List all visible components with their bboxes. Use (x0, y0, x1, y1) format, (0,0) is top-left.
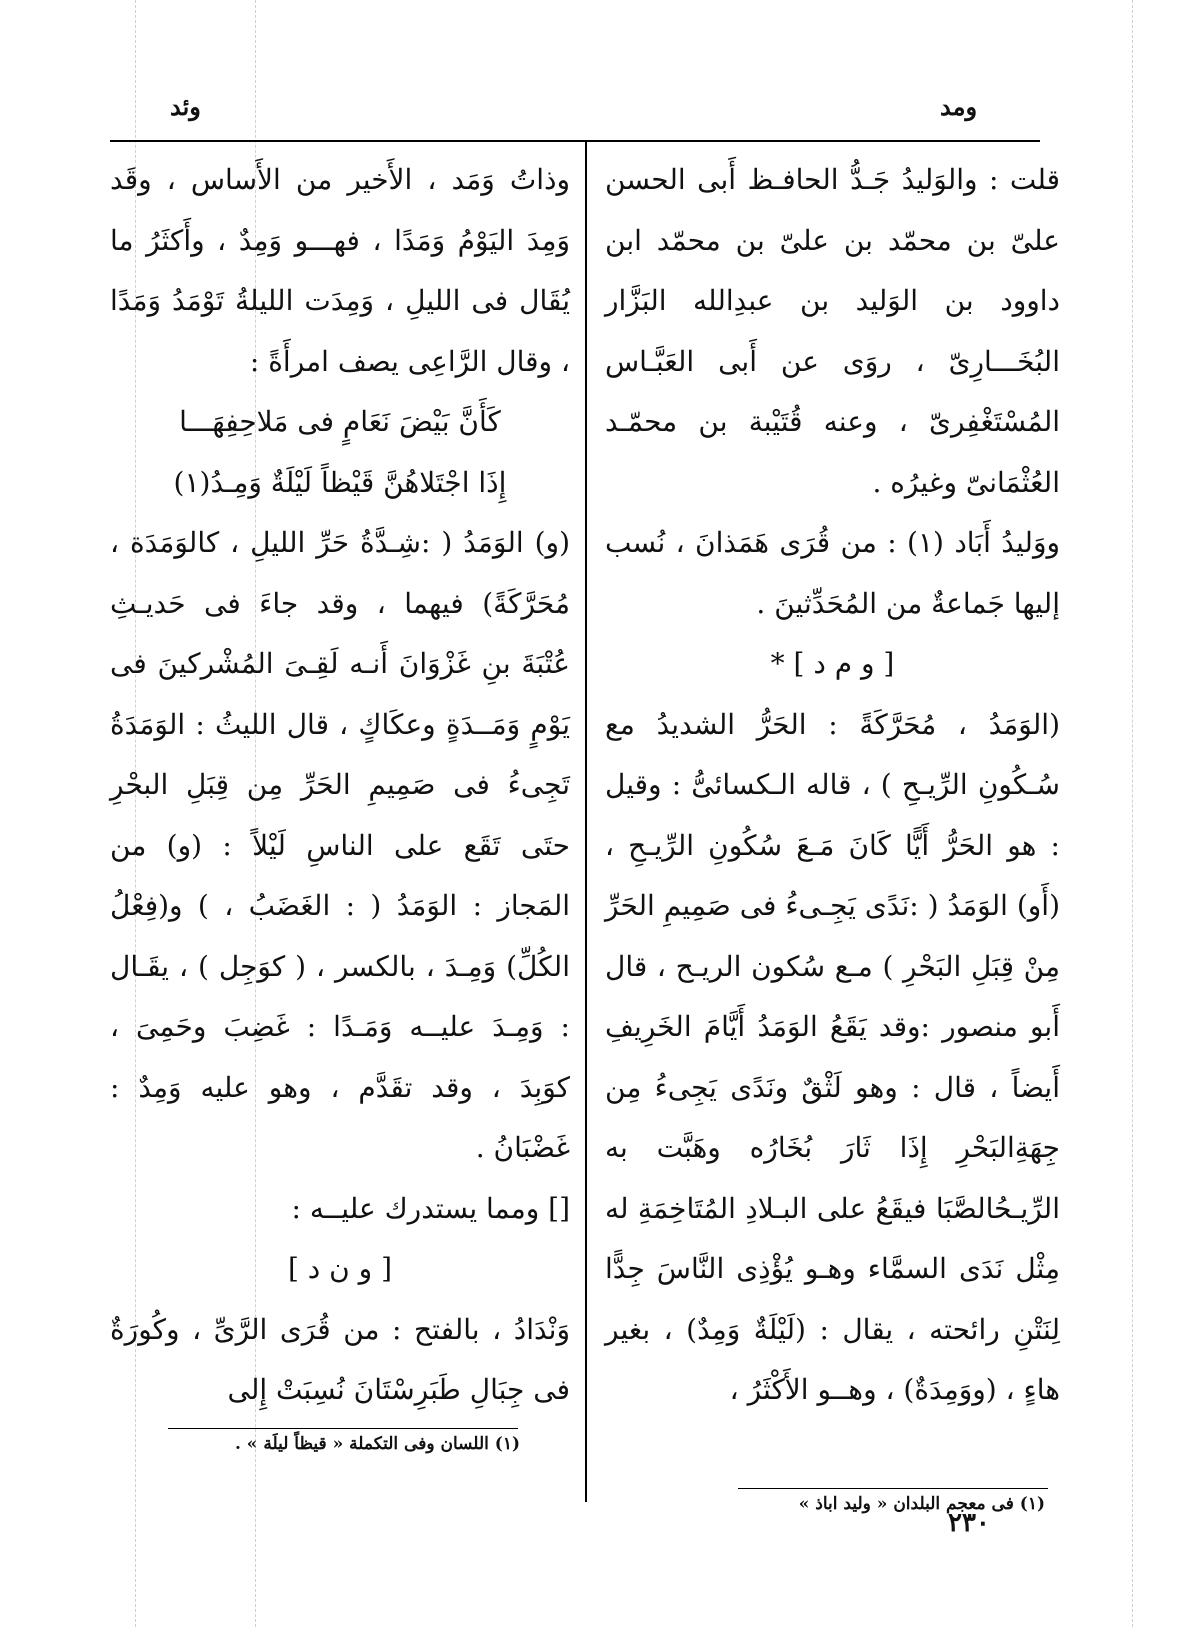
verse-line-2: إِذَا اجْتَلاهُنَّ قَيْظاً لَيْلَةٌ وَمِـدُ(١) (173, 465, 507, 499)
running-header-right: ومد (940, 92, 978, 121)
running-header-left: وئد (170, 92, 201, 121)
footnote-left: (١) اللسان وفى التكملة « قيظاً ليلَة » . (234, 1434, 520, 1454)
verse-line-1: كَأَنَّ بَيْضَ نَعَامٍ فى مَلاحِفِهَـــا (179, 405, 501, 438)
footnote-right: (١) فى معجم البلدان « وليد اباذ » (798, 1494, 1045, 1514)
scan-guide-line (1132, 0, 1133, 1627)
column-divider (585, 142, 587, 1502)
left-column (110, 150, 570, 1421)
entry-heading-wmd: [ و م د ] * (770, 647, 895, 680)
entry-heading-wnd: [ و ن د ] (287, 1252, 392, 1285)
right-column (605, 150, 1060, 1421)
paragraph-wamad-continued: وذاتُ وَمَد ، الأَخير من الأَساس ، وقَد وَمِدَ اليَوْمُ وَمَدًا ، فهـــو وَمِدٌ ، وأَكثَرُ ما يُقَال فى الليلِ ، وَمِدَت الليلةُ تَوْمَدُ وَمَدًا ، وقال الرَّاعِى يصف امرأَةً : (110, 163, 570, 378)
paragraph-walid-biography: قلت : والوَليدُ جَـدُّ الحافـظ أَبى الحسن علىّ بن محمّد بن علىّ بن محمّد ابن داوود بن الوَليد بن عبدِالله البَزَّار البُخَـــارِىّ ، روَى عن أَبى العَبَّـاس المُسْتَغْفِرىّ ، وعنه قُتَيْبة بن محمّـد العُثْمَانىّ وغيرُه . (605, 163, 1060, 499)
supplement-heading: [] ومما يستدرك عليــه : (291, 1191, 570, 1225)
paragraph-wamad-heat-of-night: (و) الوَمَدُ ( :شِـدَّةُ حَرِّ الليلِ ، كالوَمَدَة ، مُحَرَّكَةً) فيهما ، وقد جاءَ فى حَديـثِ عُتْبَةَ بنِ غَزْوَانَ أَنـه لَقِـىَ المُشْركينَ فى يَوْمٍ وَمَــدَةٍ وعكَاكٍ ، قال الليثُ : الوَمَدَةُ تَجِىءُ فى صَمِيمِ الحَرِّ مِن قِبَلِ البحْرِ حتَى تَقَع على الناسِ لَيْلاً : (و) من المَجاز : الوَمَدُ ( : الغَضَبُ ، ) و(فِعْلُ الكُلِّ) وَمِـدَ ، بالكسر ، ( كوَجِل ) ، يقَـال : وَمِـدَ عليــه وَمَـدًا : غَضِبَ وحَمِىَ ، كوَبِدَ ، وقد تقَدَّم ، وهو عليه وَمِدٌ : غَضْبَانُ . (110, 526, 570, 1164)
footnote-rule-right (738, 1488, 1048, 1489)
paragraph-wamad-definition: (الوَمَدُ ، مُحَرَّكَةً : الحَرُّ الشديدُ مع سُـكُونِ الرِّيـحِ ) ، قاله الـكسائىُّ : وقيل : هو الحَرُّ أَيًّا كَانَ مَـعَ سُكُونِ الرِّيـحِ ، (أَو) الوَمَدُ ( :نَدًى يَجِـىءُ فى صَمِيمِ الحَرِّ مِنْ قِبَلِ البَحْرِ ) مـع سُكون الريـح ، قال أَبو منصور :وقد يَقَعُ الوَمَدُ أَيَّامَ الخَرِيفِ أَيضاً ، قال : وهو لَثْقٌ ونَدًى يَجِىءُ مِن جِهَةِالبَحْرِ إِذَا ثَارَ بُخَارُه وهَبَّت به الرِّيـحُالصَّبَا فيقَعُ على البـلادِ المُتَاخِمَةِ له مِثْل نَدَى السمَّاء وهـو يُؤْذِى النَّاسَ جِدًّا لِنَتْنِ رائحته ، يقال : (لَيْلَةٌ وَمِدٌ) ، بغير هاءٍ ، (ووَمِدَةٌ) ، وهــو الأَكْثَرُ ، (605, 707, 1060, 1406)
paragraph-wandad: وَنْدَادُ ، بالفتح : من قُرَى الرَّىِّ ، وكُورَةٌ فى جِبَالِ طَبَرِسْتَانَ نُسِبَتْ إِلى (110, 1312, 570, 1406)
header-rule (110, 140, 1040, 142)
page-number: ٢٣٠ (948, 1508, 990, 1538)
paragraph-walid-abad: ووَليدُ أَبَاد (١) : من قُرَى هَمَذانَ ، نُسب إليها جَماعةٌ من المُحَدِّثينَ . (605, 526, 1060, 620)
footnote-rule-left (168, 1428, 518, 1429)
